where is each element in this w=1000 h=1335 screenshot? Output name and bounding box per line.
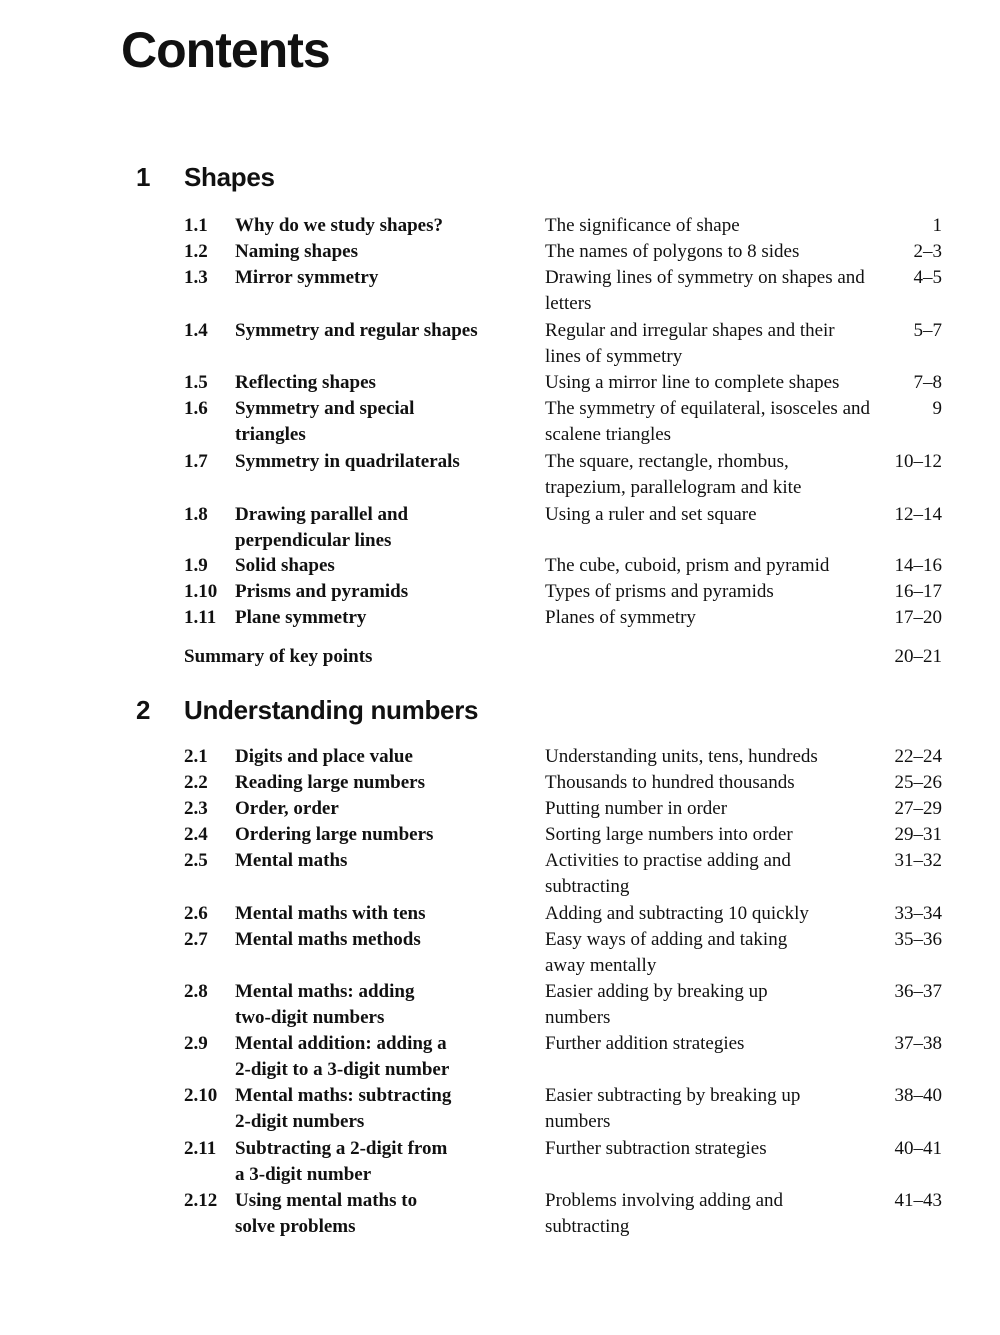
section-name: Reading large numbers: [235, 772, 425, 793]
section-pages: 25–26: [894, 772, 942, 793]
section-pages: 40–41: [894, 1138, 942, 1159]
section-description: Planes of symmetry: [545, 607, 696, 628]
section-pages: 4–5: [913, 267, 942, 288]
section-description: Easy ways of adding and taking away mentally: [545, 929, 788, 976]
section-name: Reflecting shapes: [235, 372, 376, 393]
section-name: Using mental maths to solve problems: [235, 1190, 418, 1237]
section-pages: 31–32: [894, 850, 942, 871]
section-number: 2.3: [184, 798, 208, 819]
section-description: Sorting large numbers into order: [545, 824, 793, 845]
section-pages: 9: [932, 398, 942, 419]
section-number: 2.5: [184, 850, 208, 871]
section-name: Mental maths with tens: [235, 903, 426, 924]
section-name: Mental addition: adding a 2-digit to a 3-digit number: [235, 1033, 450, 1080]
chapter-number: 1: [136, 162, 151, 192]
section-name: Symmetry in quadrilaterals: [235, 451, 460, 472]
section-pages: 29–31: [894, 824, 942, 845]
section-number: 1.9: [184, 555, 208, 576]
section-pages: 35–36: [894, 929, 942, 950]
section-name: Mental maths methods: [235, 929, 421, 950]
section-number: 1.2: [184, 241, 208, 262]
section-pages: 5–7: [913, 320, 942, 341]
section-pages: 27–29: [894, 798, 942, 819]
section-pages: 7–8: [913, 372, 942, 393]
section-number: 1.7: [184, 451, 208, 472]
section-name: Plane symmetry: [235, 607, 367, 628]
section-number: 1.1: [184, 215, 208, 236]
section-pages: 1: [932, 215, 942, 236]
section-number: 2.7: [184, 929, 208, 950]
section-pages: 22–24: [894, 746, 942, 767]
section-description: Drawing lines of symmetry on shapes and letters: [545, 267, 865, 314]
section-pages: 16–17: [894, 581, 942, 602]
section-name: Mirror symmetry: [235, 267, 379, 288]
section-pages: 38–40: [894, 1085, 942, 1106]
section-description: Further subtraction strategies: [545, 1138, 767, 1159]
section-pages: 36–37: [894, 981, 942, 1002]
section-description: Thousands to hundred thousands: [545, 772, 795, 793]
section-number: 1.11: [184, 607, 217, 628]
section-description: Adding and subtracting 10 quickly: [545, 903, 809, 924]
section-number: 2.11: [184, 1138, 217, 1159]
section-number: 2.9: [184, 1033, 208, 1054]
section-pages: 10–12: [894, 451, 942, 472]
section-name: Mental maths: adding two-digit numbers: [235, 981, 415, 1028]
section-pages: 37–38: [894, 1033, 942, 1054]
section-name: Subtracting a 2-digit from a 3-digit number: [235, 1138, 448, 1185]
section-number: 1.4: [184, 320, 208, 341]
section-number: 2.12: [184, 1190, 218, 1211]
section-pages: 41–43: [894, 1190, 942, 1211]
section-description: Easier subtracting by breaking up numbers: [545, 1085, 801, 1132]
page-title: Contents: [121, 22, 330, 78]
section-description: Types of prisms and pyramids: [545, 581, 774, 602]
section-name: Order, order: [235, 798, 339, 819]
section-name: Solid shapes: [235, 555, 335, 576]
chapter-title: Shapes: [184, 162, 275, 192]
section-number: 1.6: [184, 398, 208, 419]
section-pages: 2–3: [913, 241, 942, 262]
section-name: Mental maths: [235, 850, 348, 871]
section-number: 1.3: [184, 267, 208, 288]
section-description: Problems involving adding and subtracting: [545, 1190, 784, 1237]
section-name: Drawing parallel and perpendicular lines: [235, 504, 409, 551]
section-description: Regular and irregular shapes and their lines of symmetry: [545, 320, 835, 367]
section-number: 2.4: [184, 824, 208, 845]
section-pages: 17–20: [894, 607, 942, 628]
section-description: Activities to practise adding and subtracting: [545, 850, 791, 897]
chapter-number: 2: [136, 695, 151, 725]
section-number: 2.6: [184, 903, 208, 924]
section-description: The square, rectangle, rhombus, trapezium, parallelogram and kite: [545, 451, 802, 498]
section-pages: 14–16: [894, 555, 942, 576]
section-description: The significance of shape: [545, 215, 740, 236]
section-name: Digits and place value: [235, 746, 413, 767]
section-number: 1.8: [184, 504, 208, 525]
section-number: 1.10: [184, 581, 218, 602]
section-name: Prisms and pyramids: [235, 581, 409, 602]
section-name: Mental maths: subtracting 2-digit numbers: [235, 1085, 452, 1132]
section-description: The cube, cuboid, prism and pyramid: [545, 555, 830, 576]
section-description: Understanding units, tens, hundreds: [545, 746, 818, 767]
section-description: Using a ruler and set square: [545, 504, 757, 525]
section-pages: 12–14: [894, 504, 942, 525]
section-pages: 33–34: [894, 903, 942, 924]
section-name: Ordering large numbers: [235, 824, 434, 845]
section-number: 2.1: [184, 746, 208, 767]
section-name: Naming shapes: [235, 241, 358, 262]
section-name: Symmetry and special triangles: [235, 398, 415, 445]
section-number: 2.8: [184, 981, 208, 1002]
section-number: 2.2: [184, 772, 208, 793]
section-number: 1.5: [184, 372, 208, 393]
section-description: The names of polygons to 8 sides: [545, 241, 800, 262]
summary-link[interactable]: Summary of key points: [184, 646, 373, 667]
summary-pages: 20–21: [894, 646, 942, 667]
section-number: 2.10: [184, 1085, 218, 1106]
section-description: The symmetry of equilateral, isosceles and scalene triangles: [545, 398, 871, 445]
section-name: Why do we study shapes?: [235, 215, 443, 236]
section-description: Using a mirror line to complete shapes: [545, 372, 840, 393]
section-description: Putting number in order: [545, 798, 728, 819]
section-description: Further addition strategies: [545, 1033, 745, 1054]
chapter-title: Understanding numbers: [184, 695, 479, 725]
section-name: Symmetry and regular shapes: [235, 320, 478, 341]
section-description: Easier adding by breaking up numbers: [545, 981, 768, 1028]
